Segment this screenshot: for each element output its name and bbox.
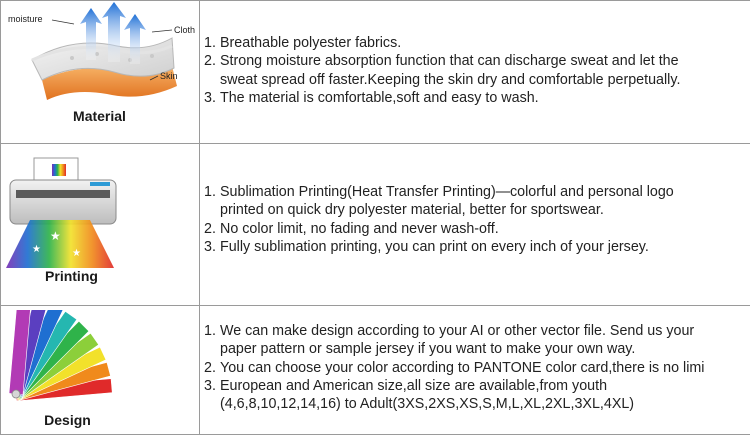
list-item: 2. No color limit, no fading and never wash-off.: [204, 220, 499, 237]
design-caption: Design: [44, 412, 91, 428]
design-text-cell: [204, 306, 750, 434]
printing-image-cell: [0, 144, 199, 305]
list-item: 2. Strong moisture absorption function that can discharge sweat and let the sweat spread off faster.Keeping the skin dry and comfortable perpetually.: [204, 53, 681, 88]
list-item: 3. The material is comfortable,soft and easy to wash.: [204, 89, 539, 106]
list-item: 1. Breathable polyester fabrics.: [204, 35, 402, 51]
material-list: [204, 34, 680, 107]
list-item: 3. European and American size,all size are available,from youth (4,6,8,10,12,14,16) to Adult(3XS,2XS,XS,S,M,L,XL,2XL,3XL,4XL): [204, 377, 635, 413]
skin-label: Skin: [160, 71, 178, 81]
printer-image: [6, 156, 136, 268]
cloth-label: Cloth: [174, 25, 196, 35]
material-image-cell: [0, 0, 199, 143]
material-row: [0, 0, 750, 143]
color-fan-image: [4, 310, 114, 402]
moisture-label: moisture: [8, 14, 43, 24]
svg-text:★: ★: [72, 248, 81, 259]
material-caption: Material: [73, 108, 126, 124]
svg-text:★: ★: [50, 229, 61, 243]
printing-list: [204, 183, 674, 256]
design-row: [0, 306, 750, 434]
printing-caption: Printing: [45, 268, 98, 284]
design-image-cell: [0, 306, 199, 434]
svg-text:★: ★: [32, 244, 41, 255]
design-list: [204, 322, 704, 413]
fabric-layers-image: [2, 2, 198, 110]
list-item: 2. You can choose your color according to PANTONE color card,there is no limi: [204, 359, 705, 376]
material-text-cell: [204, 0, 750, 143]
list-item: 1. Sublimation Printing(Heat Transfer Printing)—colorful and personal logo printed on quick dry polyester material, better for sportswear.: [204, 184, 674, 219]
list-item: 1. We can make design according to your AI or other vector file. Send us your paper pattern or sample jersey if you want to make your own way.: [204, 323, 695, 358]
list-item: 3. Fully sublimation printing, you can print on every inch of your jersey.: [204, 238, 649, 255]
printing-text-cell: [204, 144, 750, 305]
table-border-bottom: [0, 434, 750, 435]
printing-row: [0, 144, 750, 305]
